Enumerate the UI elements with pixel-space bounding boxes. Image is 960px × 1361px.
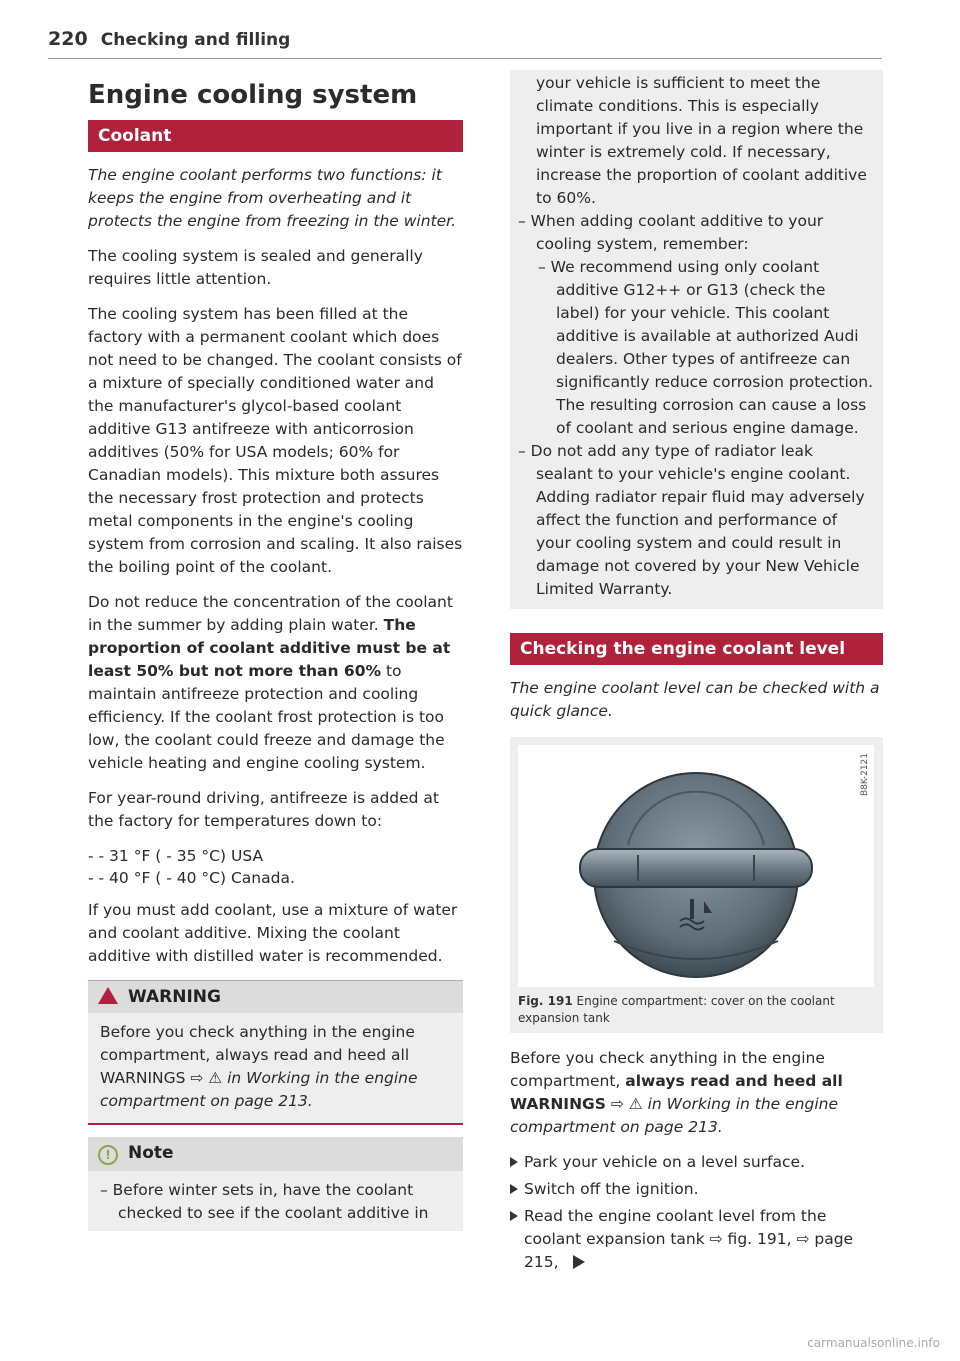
warning-text <box>100 1021 453 1113</box>
note-item-1-cont: your vehicle is sufficient to meet the climate conditions. This is especially important if you live in a region where the winter is extremely cold. If necessary, increase the proportion of coolant additive to 60%. <box>536 74 867 207</box>
figure-caption <box>518 993 875 1027</box>
page-header <box>48 28 882 59</box>
warning-text-b: in Working in the engine compartment on page 213. <box>100 1069 418 1110</box>
figure-id: B8K-2121 <box>860 753 870 797</box>
warning-header <box>88 980 463 1013</box>
step-3 <box>510 1205 883 1274</box>
paragraph-3-bold: The proportion of coolant additive must be at least 50% but not more than 60% <box>88 616 451 680</box>
continue-arrow-icon <box>573 1255 585 1269</box>
paragraph-5: If you must add coolant, use a mixture of water and coolant additive. Mixing the coolant additive with distilled water is recommended. <box>88 901 458 965</box>
figure-label: Fig. 191 <box>518 994 573 1008</box>
note-continued <box>510 70 883 609</box>
coolant-cap-image <box>518 745 874 987</box>
figure-caption-text: Engine compartment: cover on the coolant expansion tank <box>518 994 835 1025</box>
step-1 <box>510 1151 883 1174</box>
coolant-heading: Coolant <box>88 120 463 152</box>
section-title: Engine cooling system <box>88 80 418 110</box>
note-header <box>88 1137 463 1171</box>
note-item-3: – Do not add any type of radiator leak sealant to your vehicle's engine coolant. Adding radiator repair fluid may adversely affect the function and performance of your cooling system and could result in damage not covered by your New Vehicle Limited Warranty. <box>518 442 865 598</box>
note-item-1: – Before winter sets in, have the coolant checked to see if the coolant additive in <box>100 1181 429 1222</box>
paragraph-1: The cooling system is sealed and generally requires little attention. <box>88 247 423 288</box>
steps-list <box>510 1151 883 1274</box>
right-column <box>510 70 883 1278</box>
figure-191 <box>510 737 883 1033</box>
watermark: carmanualsonline.info <box>807 1336 940 1350</box>
checking-heading: Checking the engine coolant level <box>510 633 883 665</box>
step-2 <box>510 1178 883 1201</box>
checking-text-b: in Working in the engine compartment on page 213. <box>510 1095 839 1136</box>
bullet-arrow-icon <box>510 1184 518 1194</box>
step-2-text: Switch off the ignition. <box>524 1180 699 1198</box>
step-1-text: Park your vehicle on a level surface. <box>524 1153 805 1171</box>
page-number: 220 <box>48 28 88 50</box>
warning-text-a: Before you check anything in the engine compartment, always read and heed all WARNINGS <box>100 1023 415 1087</box>
checking-bold: always read and heed all WARNINGS <box>510 1072 843 1113</box>
warning-triangle-icon <box>98 987 118 1004</box>
note-title: Note <box>128 1143 174 1163</box>
note-item-2: – When adding coolant additive to your cooling system, remember: <box>518 212 824 253</box>
warning-ref-link[interactable]: ⇨ ⚠ <box>190 1069 223 1087</box>
warning-title: WARNING <box>128 987 221 1007</box>
temp-usa: - - 31 °F ( - 35 °C) USA <box>88 847 264 865</box>
bullet-arrow-icon <box>510 1211 518 1221</box>
warning-body <box>88 1013 463 1125</box>
paragraph-4: For year-round driving, antifreeze is added at the factory for temperatures down to: <box>88 789 439 830</box>
note-info-icon: ! <box>98 1145 118 1165</box>
checking-paragraph <box>510 1047 883 1139</box>
paragraph-3-text: Do not reduce the concentration of the coolant in the summer by adding plain water. <box>88 593 453 634</box>
coolant-cap-illustration <box>518 745 874 987</box>
bullet-arrow-icon <box>510 1157 518 1167</box>
warning-box <box>88 980 463 1125</box>
paragraph-3 <box>88 591 463 775</box>
paragraph-2: The cooling system has been filled at the factory with a permanent coolant which does not need to be changed. The coolant consists of a mixture of specially conditioned water and the manufacturer's glycol-based coolant additive G13 antifreeze with anticorrosion additives (50% for USA models; 60% for Canadian models). This mixture both assures the necessary frost protection and protects metal components in the engine's cooling system from corrosion and scaling. It also raises the boiling point of the coolant. <box>88 305 463 576</box>
step-3-text: Read the engine coolant level from the coolant expansion tank ⇨ fig. 191, ⇨ page 215, <box>524 1207 854 1271</box>
checking-text-a: Before you check anything in the engine compartment, <box>510 1049 825 1090</box>
note-subitem-1: – We recommend using only coolant additive G12++ or G13 (check the label) for your vehicle. This coolant additive is available at authorized Audi dealers. Other types of antifreeze can significantly reduce corrosion protection. The resulting corrosion can cause a loss of coolant and serious engine damage. <box>538 258 874 437</box>
left-column <box>88 70 463 1231</box>
paragraph-3-text-b: to maintain antifreeze protection and cooling efficiency. If the coolant frost protection is too low, the coolant could freeze and damage the vehicle heating and engine cooling system. <box>88 662 445 772</box>
coolant-lead: The engine coolant performs two functions: it keeps the engine from overheating and it protects the engine from freezing in the winter. <box>88 166 457 230</box>
note-body <box>88 1171 463 1231</box>
temperature-list <box>88 845 463 889</box>
checking-ref-link[interactable]: ⇨ ⚠ <box>605 1095 643 1113</box>
temp-canada: - - 40 °F ( - 40 °C) Canada. <box>88 869 295 887</box>
chapter-title: Checking and filling <box>100 30 291 50</box>
checking-lead: The engine coolant level can be checked with a quick glance. <box>510 679 880 720</box>
